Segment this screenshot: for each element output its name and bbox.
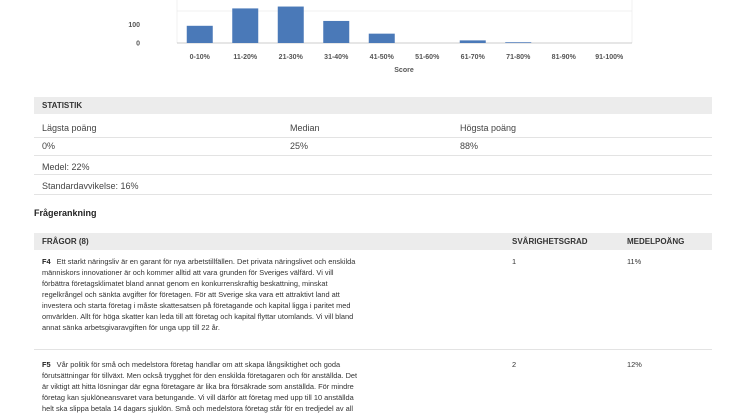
bar-21-30%	[278, 7, 304, 43]
question-text-line: F4 Ett starkt näringsliv är en garant för nya arbetstillfällen. Det privata näringslivet och enskilda	[42, 257, 356, 266]
x-tick-label: 61-70%	[460, 54, 485, 61]
question-text-line: förbättra företagsklimatet bland annat genom en konkurrenskraftig beskattning, minskat	[42, 279, 328, 288]
question-text	[42, 256, 508, 333]
x-tick-label: 41-50%	[369, 54, 394, 61]
stats-divider-1	[34, 137, 712, 138]
question-row-f5[interactable]	[34, 359, 712, 419]
col-average: MEDELPOÄNG	[627, 237, 685, 246]
stats-divider-2	[34, 155, 712, 156]
question-text-line: företag kan sjuklöneansvaret vara betungande. Vi vill därför att företag med upp till 10 anställda	[42, 393, 354, 402]
x-tick-label: 21-30%	[278, 54, 303, 61]
mean-value: Medel: 22%	[42, 162, 90, 172]
bar-31-40%	[323, 21, 349, 43]
question-text-line: helt ska slippa betala 14 dagars sjuklön. Små och medelstora företag står för en tredjedel av all	[42, 404, 353, 413]
question-text-line: F5 Vår politik för små och medelstora företag handlar om att skapa långsiktighet och goda	[42, 360, 341, 369]
bar-41-50%	[369, 34, 395, 43]
stddev-value: Standardavvikelse: 16%	[42, 181, 139, 191]
x-tick-label: 31-40%	[324, 54, 349, 61]
question-difficulty: 1	[512, 257, 517, 266]
question-row-f4[interactable]	[34, 256, 712, 344]
x-tick-label: 0-10%	[189, 54, 210, 61]
question-text-line: människors innovationer är och kommer alltid att vara grunden för Sveriges välfärd. Vi vill	[42, 268, 334, 277]
min-score-value: 0%	[42, 141, 56, 151]
min-score-label: Lägsta poäng	[42, 123, 97, 133]
question-text-line: regelkrångel och sänkta avgifter för företagen. För att Sverige ska vara ett attraktivt land att	[42, 290, 340, 299]
question-difficulty: 2	[512, 360, 517, 369]
stats-divider-3	[34, 174, 712, 175]
ranking-divider-1	[34, 349, 712, 350]
col-difficulty: SVÅRIGHETSGRAD	[512, 237, 588, 246]
question-id: F4	[42, 257, 51, 266]
question-text-line: är viktigt att hitta lösningar där egna företagare är lika bra försäkrade som anställda. För mindre	[42, 382, 354, 391]
x-tick-label: 81-90%	[551, 54, 576, 61]
question-text-line: annat sänka arbetsgivaravgiften för unga upp till 22 år.	[42, 323, 220, 332]
x-tick-label: 51-60%	[415, 54, 440, 61]
x-axis-title: Score	[394, 67, 414, 74]
question-text-line: omvärlden. Allt för höga skatter kan leda till att företag och kapital flyttar utomlands. Vi vill bland	[42, 312, 354, 321]
question-id: F5	[42, 360, 51, 369]
ranking-table-header	[34, 233, 712, 250]
x-tick-label: 11-20%	[233, 54, 258, 61]
question-text	[42, 359, 508, 414]
stats-divider-4	[34, 194, 712, 195]
y-tick-label: 0	[136, 40, 140, 48]
x-tick-label: 91-100%	[595, 54, 624, 61]
score-histogram	[0, 0, 746, 80]
bar-11-20%	[232, 8, 258, 43]
bar-61-70%	[460, 40, 486, 43]
col-questions: FRÅGOR (8)	[42, 237, 89, 246]
bar-0-10%	[187, 26, 213, 43]
median-label: Median	[290, 123, 320, 133]
max-score-label: Högsta poäng	[460, 123, 517, 133]
question-average: 12%	[627, 360, 642, 369]
max-score-value: 88%	[460, 141, 479, 151]
bar-71-80%	[505, 42, 531, 43]
y-tick-label: 100	[128, 21, 140, 29]
question-ranking-title: Frågerankning	[34, 208, 97, 218]
statistics-header: STATISTIK	[34, 97, 712, 114]
question-text-line: investera och starta företag i måste skattesatsen på företagande och kapital ligga i paritet med	[42, 301, 351, 310]
question-average: 11%	[627, 257, 642, 266]
question-text-line: förutsättningar för tillväxt. Men också trygghet för den enskilda företagaren och för anställda. Det	[42, 371, 358, 380]
x-tick-label: 71-80%	[506, 54, 531, 61]
median-value: 25%	[290, 141, 309, 151]
